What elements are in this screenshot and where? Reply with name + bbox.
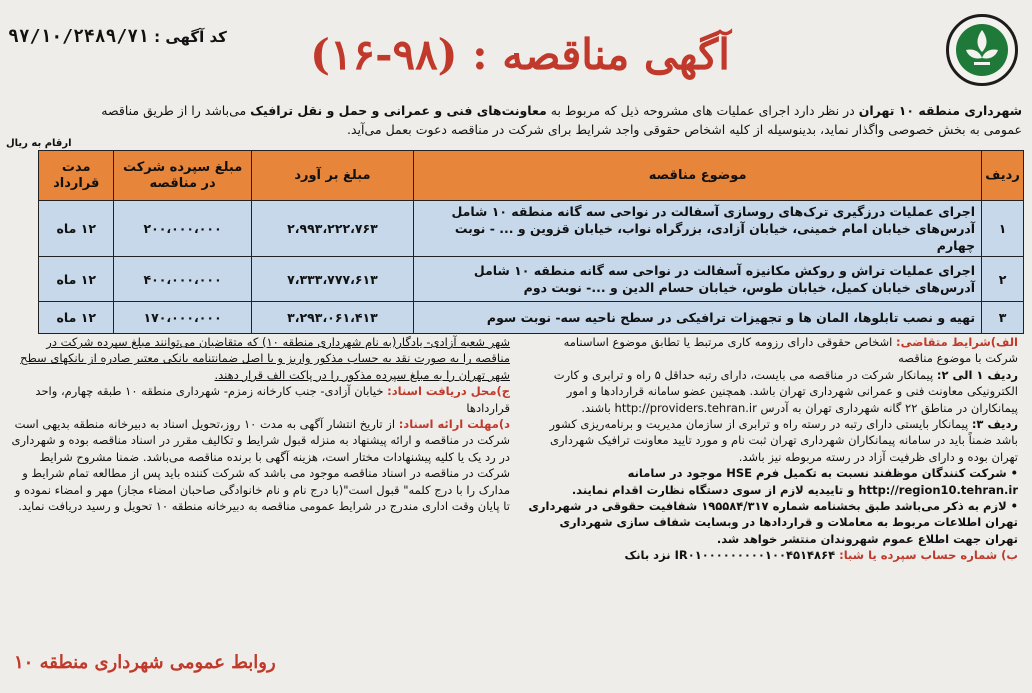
cell-row: ۲ — [982, 257, 1024, 302]
tehran-municipality-logo-icon — [946, 14, 1018, 86]
cell-estimate: ۳،۲۹۳،۰۶۱،۴۱۳ — [251, 302, 413, 334]
hse-note: • شرکت کنندگان موظفند نسبت به تکمیل فرم HSE موجود در سامانه http://region10.tehran.ir و تاییدیه لازم از سوی دستگاه نظارت اقدام نمایند. — [571, 466, 1018, 497]
condition-rows-1-2-heading: ردیف ۱ الی ۲: — [936, 367, 1018, 382]
condition-d-text: از تاریخ انتشار آگهی به مدت ۱۰ روز،تحویل اسناد به دبیرخانه منطقه بدیهی است شرکت در مناقصه و ارائه پیشنهاد به منزله قبول شرایط و تکالیف مقرر در اسناد مناقصه بوده و شهرداری در رد یک یا کلیه پیشنهادات مختار است، هزینه آگهی با برنده مناقصه می‌باشد. ضمنا مشروح شرایط شرکت در مناقصه در اسناد مناقصه موجود می باشد که شرکت کننده باید پس از مطالعه تمام شرایط و مدارک را با درج کلمه" قبول است"(با درج نام و نام خانوادگی صاحبان امضاء مجاز) مهر و امضاء نموده و تا پایان وقت اداری مندرج در شرایط عمومی مناقصه به دبیرخانه منطقه ۱۰ تحویل و رسید دریافت نماید. — [11, 417, 510, 514]
col-header-deposit: مبلغ سپرده شرکت در مناقصه — [114, 151, 251, 201]
condition-a-text: اشخاص حقوقی دارای رزومه کاری مرتبط یا تطابق موضوع اساسنامه شرکت با موضوع مناقصه — [563, 335, 1018, 366]
ad-code — [8, 26, 227, 47]
cell-deposit: ۱۷۰،۰۰۰،۰۰۰ — [114, 302, 251, 334]
condition-d-heading: د)مهلت ارائه اسناد: — [398, 417, 510, 432]
cell-duration: ۱۲ ماه — [39, 302, 114, 334]
condition-a — [528, 334, 1018, 367]
condition-b-text: IR۰۱۰۰۰۰۰۰۰۰۰۱۰۰۴۵۱۴۸۶۴ نزد بانک — [624, 548, 840, 563]
bank-text: شهر شعبه آزادی- یادگار(به نام شهرداری منطقه ۱۰) که متقاضیان می‌توانند مبلغ سپرده شرکت در مناقصه را به صورت نقد به حساب مذکور واریز و یا اصل ضمانتنامه بانکی معتبر صادره از بانکهای سطح شهر تهران را به مبلغ سپرده مذکور را در پاکت الف قرار دهند. — [20, 335, 510, 382]
condition-rows-1-2 — [528, 367, 1018, 416]
table-row — [39, 201, 1024, 257]
intro-text-2: می‌باشد را از طریق مناقصه عمومی به بخش خصوصی واگذار نماید، بدینوسیله از کلیه اشخاص حقوقی واجد شرایط برای شرکت در مناقصه دعوت بعمل می‌آید. — [101, 103, 1022, 137]
signature: روابط عمومی شهرداری منطقه ۱۰ — [14, 652, 276, 673]
ad-title: آگهی مناقصه : (۹۸-۱۶) — [310, 30, 730, 79]
intro-text-1: در نظر دارد اجرای عملیات های مشروحه ذیل که مربوط به — [546, 103, 859, 118]
intro-paragraph — [97, 101, 1022, 139]
intro-dept: معاونت‌های فنی و عمرانی و حمل و نقل ترافیک — [250, 103, 547, 118]
condition-c — [10, 383, 510, 416]
condition-a-heading: الف)شرایط متقاضی: — [895, 335, 1018, 349]
condition-c-text: خیابان آزادی- جنب کارخانه زمزم- شهرداری منطقه ۱۰ طبقه چهارم، واحد قراردادها — [35, 384, 510, 415]
col-header-row: ردیف — [982, 151, 1024, 201]
procedure-column — [10, 334, 510, 514]
cell-deposit: ۲۰۰،۰۰۰،۰۰۰ — [114, 201, 251, 257]
cell-duration: ۱۲ ماه — [39, 201, 114, 257]
ad-code-value: ۹۷/۱۰/۲۴۸۹/۷۱ — [8, 26, 149, 47]
condition-b — [528, 547, 1018, 563]
ad-code-label: کد آگهی : — [154, 28, 227, 46]
condition-row-3-text: پیمانکار بایستی دارای رتبه در رسته راه و ترابری از سازمان مدیریت و برنامه‌ریزی کشور باشد ضمناً باید در سامانه پیمانکاران شهرداری تهران ثبت نام و مورد تایید معاونت ترافیک شهرداری تهران بوده و دارای ظرفیت آزاد در رسته مربوطه نیز باشد. — [549, 417, 1018, 464]
cell-row: ۳ — [982, 302, 1024, 334]
cell-duration: ۱۲ ماه — [39, 257, 114, 302]
condition-b-heading: ب) شماره حساب سپرده یا شبا: — [839, 548, 1018, 563]
conditions-column — [528, 334, 1018, 564]
col-header-duration: مدت قرارداد — [39, 151, 114, 201]
table-header-row — [39, 151, 1024, 201]
condition-rows-1-2-text: پیمانکار شرکت در مناقصه می بایست، دارای رتبه حداقل ۵ راه و ترابری و کارت الکترونیکی معاونت فنی و عمرانی شهرداری تهران باشد. همچنین عضو سامانه قراردادها و امور پیمانکاران در مناطق ۲۲ گانه شهرداری تهران به آدرس http://providers.tehran.ir باشند. — [553, 367, 1018, 415]
tender-table — [38, 150, 1024, 334]
cell-estimate: ۲،۹۹۳،۲۲۲،۷۶۳ — [251, 201, 413, 257]
cell-deposit: ۴۰۰،۰۰۰،۰۰۰ — [114, 257, 251, 302]
cell-subject: اجرای عملیات درزگیری ترک‌های روسازی آسفالت در نواحی سه گانه منطقه ۱۰ شامل آدرس‌های خیابان امام خمینی، خیابان آزادی، بزرگراه نواب، خیابان قزوین و ... - نوبت چهارم — [414, 201, 982, 257]
cell-subject: تهیه و نصب تابلوها، المان ها و تجهیزات ترافیکی در سطح ناحیه سه- نوبت سوم — [414, 302, 982, 334]
table-row — [39, 302, 1024, 334]
currency-note: ارقام به ریال — [6, 138, 72, 149]
condition-row-3-heading: ردیف ۳: — [971, 417, 1018, 432]
col-header-estimate: مبلغ بر آورد — [251, 151, 413, 201]
condition-row-3 — [528, 416, 1018, 465]
cell-estimate: ۷،۳۳۳،۷۷۷،۶۱۳ — [251, 257, 413, 302]
condition-d — [10, 416, 510, 514]
condition-c-heading: ج)محل دریافت اسناد: — [387, 384, 510, 399]
col-header-subject: موضوع مناقصه — [414, 151, 982, 201]
transparency-note: • لازم به ذکر می‌باشد طبق بخشنامه شماره ۱۹۵۵۸۴/۳۱۷ شفافیت حقوقی در شهرداری تهران اطلاعات مربوط به معاملات و قراردادها در وبسایت شفاف سازی شهرداری تهران جهت اطلاع عموم شهروندان منتشر خواهد شد. — [528, 499, 1018, 546]
intro-org: شهرداری منطقه ۱۰ تهران — [858, 103, 1022, 118]
table-row — [39, 257, 1024, 302]
cell-row: ۱ — [982, 201, 1024, 257]
cell-subject: اجرای عملیات تراش و روکش مکانیزه آسفالت در نواحی سه گانه منطقه ۱۰ شامل آدرس‌های خیابان کمیل، خیابان طوس، خیابان حسام الدین و ...- نوبت دوم — [414, 257, 982, 302]
